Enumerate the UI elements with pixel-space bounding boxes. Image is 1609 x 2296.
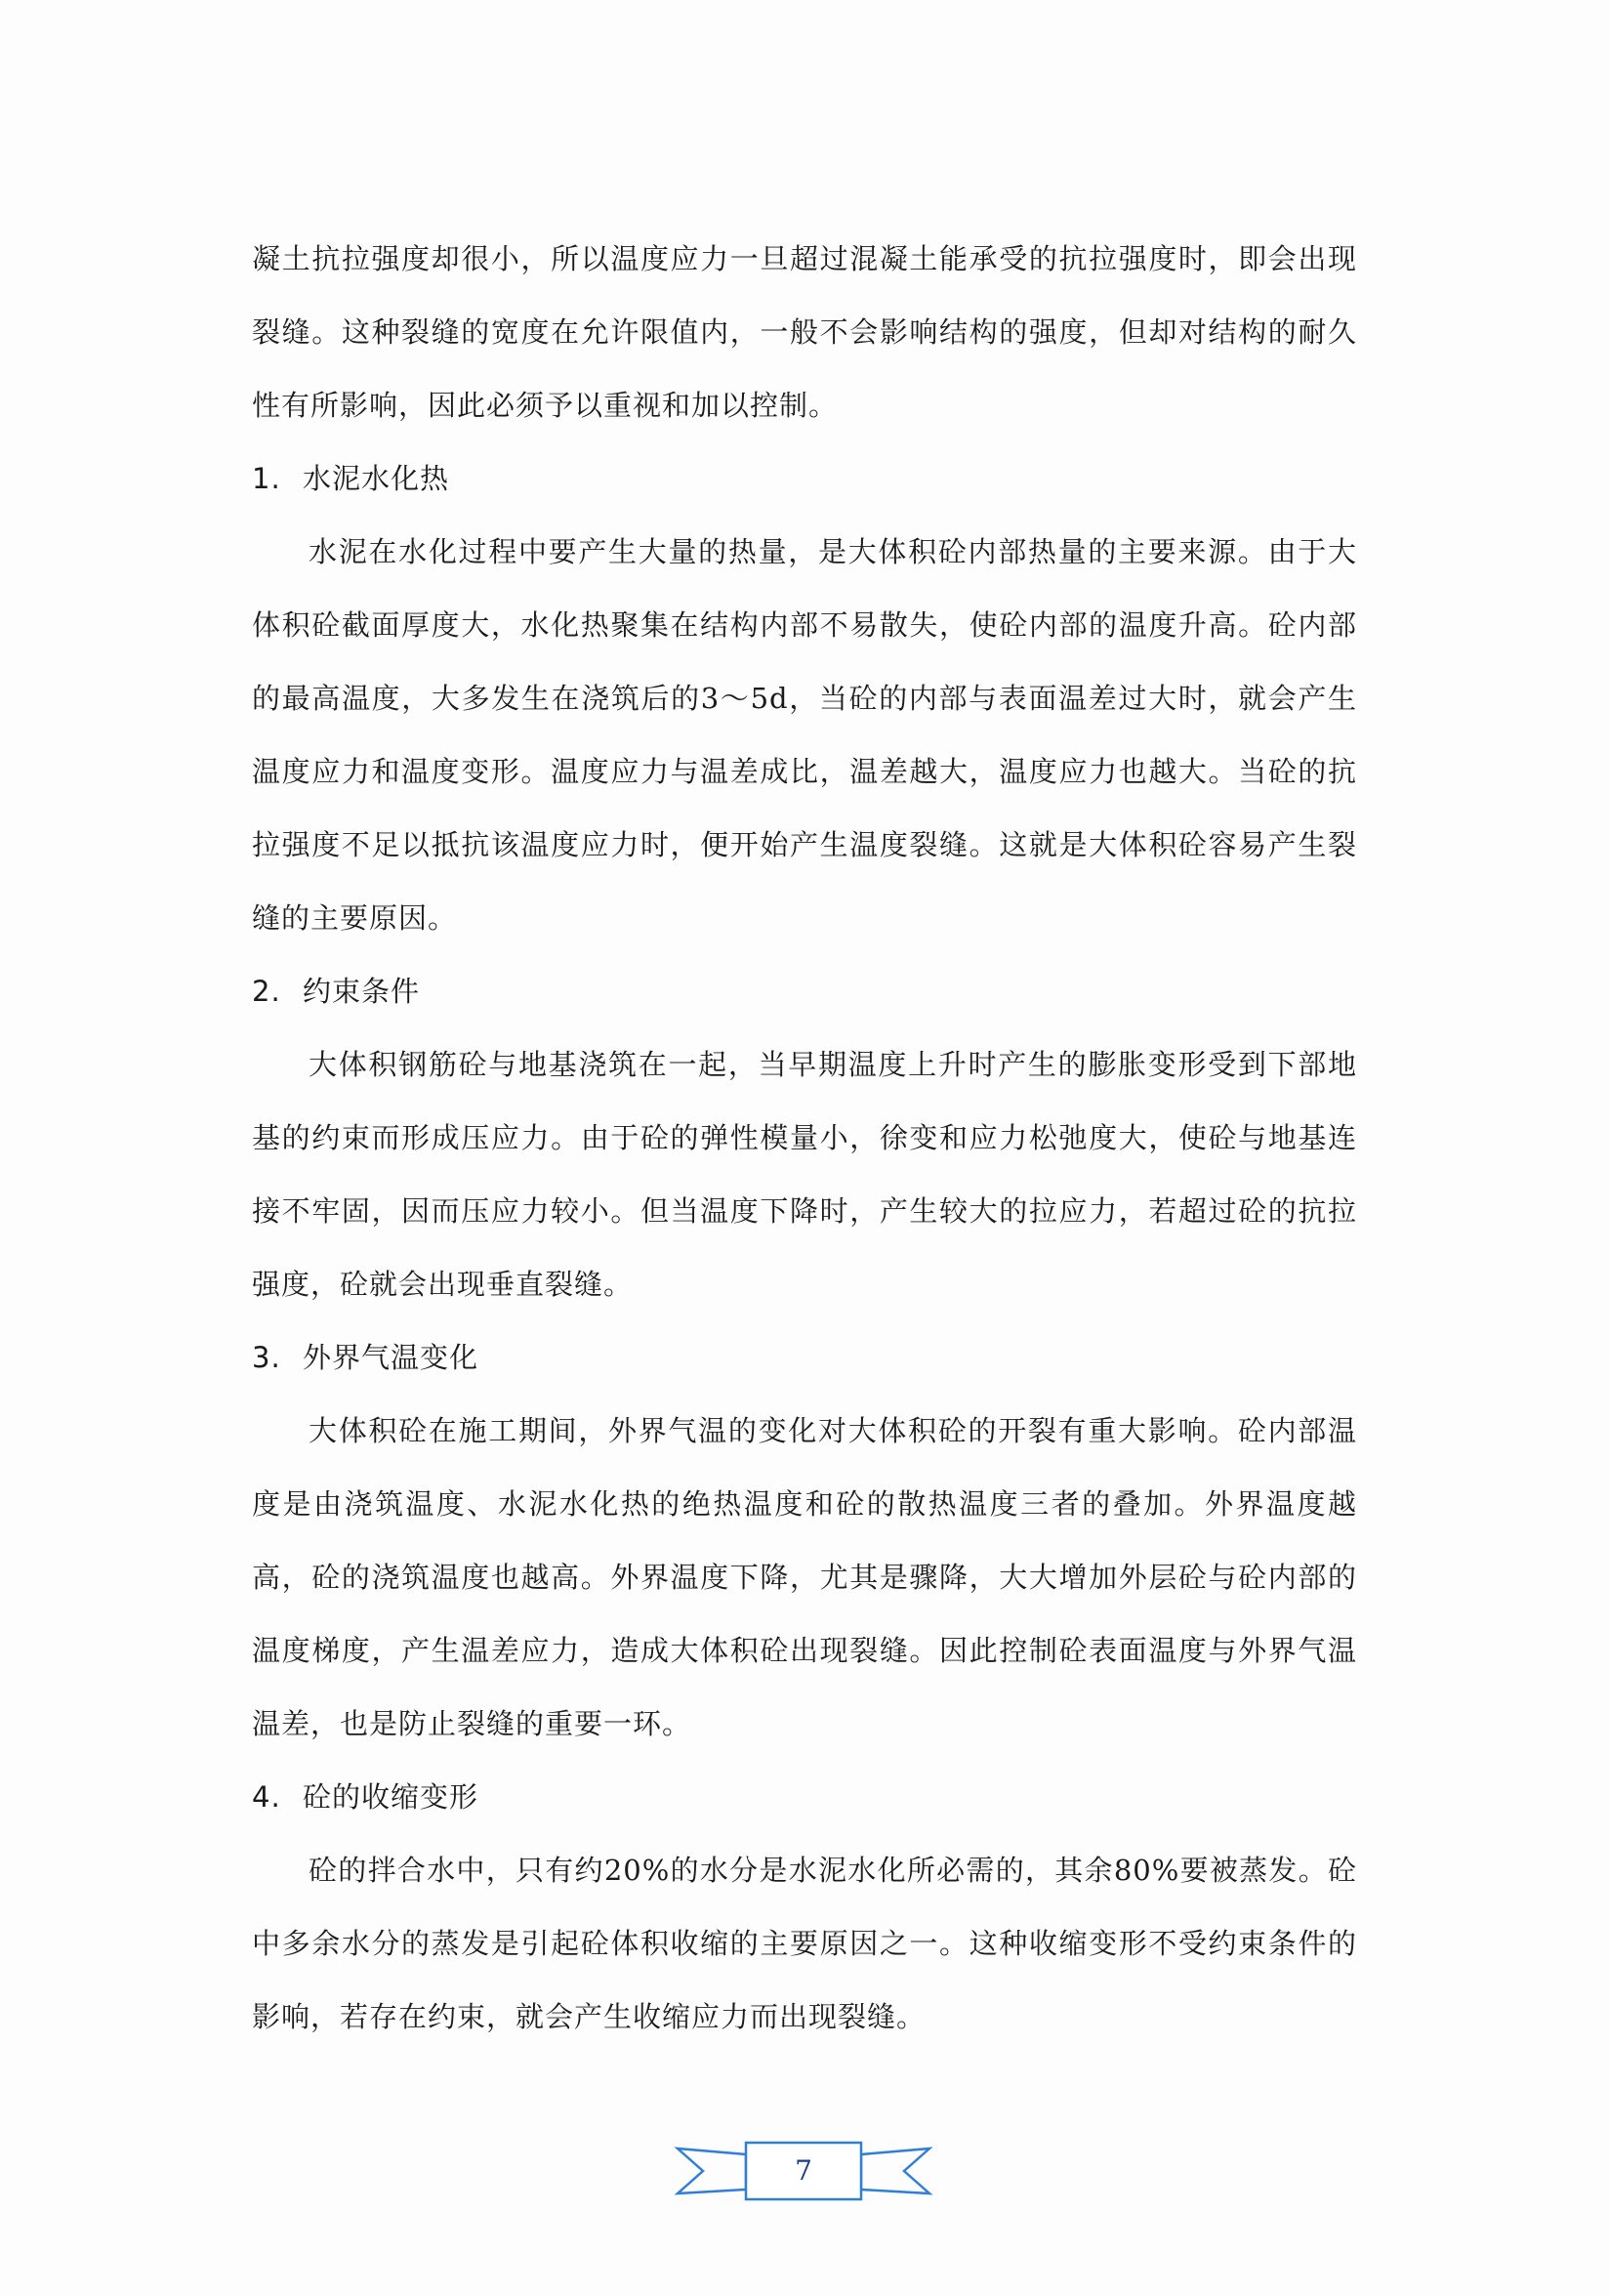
heading-number: 1.	[252, 462, 281, 495]
heading-title: 砼的收缩变形	[303, 1780, 479, 1814]
paragraph-constraint: 大体积钢筋砼与地基浇筑在一起，当早期温度上升时产生的膨胀变形受到下部地基的约束而形成压应力。由于砼的弹性模量小，徐变和应力松弛度大，使砼与地基连接不牢固，因而压应力较小。但当温度下降时，产生较大的拉应力，若超过砼的抗拉强度，砼就会出现垂直裂缝。	[252, 1048, 1357, 1301]
heading-number: 4.	[252, 1780, 281, 1814]
heading-number: 2.	[252, 975, 281, 1008]
heading-title: 外界气温变化	[303, 1341, 479, 1374]
heading-number: 3.	[252, 1341, 281, 1374]
heading-title: 约束条件	[303, 975, 421, 1008]
paragraph-shrinkage: 砼的拌合水中，只有约20%的水分是水泥水化所必需的，其余80%要被蒸发。砼中多余水分的蒸发是引起砼体积收缩的主要原因之一。这种收缩变形不受约束条件的影响，若存在约束，就会产生收缩应力而出现裂缝。	[252, 1854, 1357, 2033]
page-number: 7	[795, 2154, 812, 2187]
section-heading-1	[252, 442, 1357, 516]
paragraph-continued: 凝土抗拉强度却很小，所以温度应力一旦超过混凝土能承受的抗拉强度时，即会出现裂缝。这种裂缝的宽度在允许限值内，一般不会影响结构的强度，但却对结构的耐久性有所影响，因此必须予以重视和加以控制。	[252, 242, 1357, 422]
section-heading-3	[252, 1321, 1357, 1395]
paragraph-temperature: 大体积砼在施工期间，外界气温的变化对大体积砼的开裂有重大影响。砼内部温度是由浇筑温度、水泥水化热的绝热温度和砼的散热温度三者的叠加。外界温度越高，砼的浇筑温度也越高。外界温度下降，尤其是骤降，大大增加外层砼与砼内部的温度梯度，产生温差应力，造成大体积砼出现裂缝。因此控制砼表面温度与外界气温温差，也是防止裂缝的重要一环。	[252, 1414, 1357, 1740]
paragraph-hydration-heat: 水泥在水化过程中要产生大量的热量，是大体积砼内部热量的主要来源。由于大体积砼截面厚度大，水化热聚集在结构内部不易散失，使砼内部的温度升高。砼内部的最高温度，大多发生在浇筑后的3～5d，当砼的内部与表面温差过大时，就会产生温度应力和温度变形。温度应力与温差成比，温差越大，温度应力也越大。当砼的抗拉强度不足以抵抗该温度应力时，便开始产生温度裂缝。这就是大体积砼容易产生裂缝的主要原因。	[252, 535, 1357, 935]
page-footer	[670, 2135, 937, 2207]
body-text	[252, 223, 1357, 2054]
section-heading-4	[252, 1761, 1357, 1834]
heading-title: 水泥水化热	[303, 462, 450, 495]
section-heading-2	[252, 955, 1357, 1028]
